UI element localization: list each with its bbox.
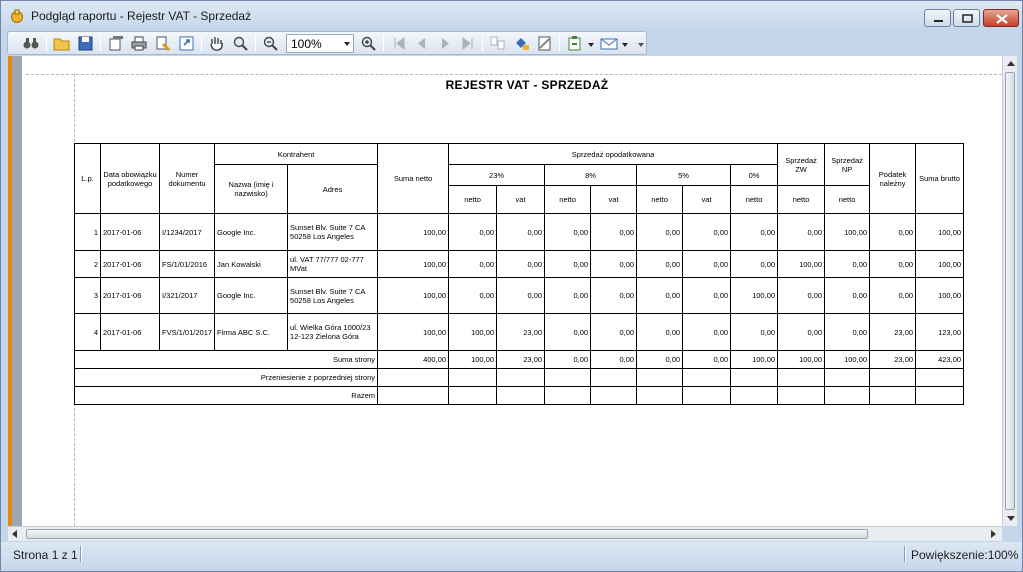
cell-value: 100,00 (449, 314, 497, 351)
cell-lp: 3 (75, 278, 101, 314)
scroll-thumb[interactable] (26, 529, 868, 539)
watermark-button[interactable] (536, 35, 554, 52)
col-netto: netto (731, 186, 778, 214)
send-email-button[interactable] (600, 35, 618, 52)
cell-value: 0,00 (545, 214, 591, 251)
cell-lp: 1 (75, 214, 101, 251)
cell-value: 100,00 (825, 214, 870, 251)
table-row (75, 251, 964, 278)
zoom-in-button[interactable] (360, 35, 378, 52)
magnifier-button[interactable] (232, 35, 250, 52)
col-doc-no: Numer dokumentu (160, 144, 215, 214)
cell-value: 0,00 (545, 314, 591, 351)
cell-value: 0,00 (497, 251, 545, 278)
toolbar-separator (100, 35, 101, 52)
page-setup-icon (107, 35, 125, 52)
print-icon (130, 35, 148, 52)
scroll-right-icon[interactable] (991, 530, 996, 538)
cell-value: 0,00 (449, 251, 497, 278)
cell-sum-net: 100,00 (378, 278, 449, 314)
watermark-icon (536, 35, 554, 52)
page-indicator: Strona 1 z 1 (13, 548, 78, 562)
cell-value: 100,00 (916, 214, 964, 251)
cell-address: Sunset Blv. Suite 7 CA 50258 Los Angeles (288, 214, 378, 251)
cell-value: 0,00 (637, 351, 683, 369)
cell-value: 0,00 (449, 214, 497, 251)
toolbar (7, 31, 647, 55)
cell-value: 400,00 (378, 351, 449, 369)
col-sales-zw: Sprzedaż ZW (778, 144, 825, 186)
cell-doc: I/1234/2017 (160, 214, 215, 251)
cell-lp: 2 (75, 251, 101, 278)
toolbar-separator (482, 35, 483, 52)
minimize-button[interactable] (924, 9, 951, 27)
cell-value: 0,00 (591, 278, 637, 314)
status-separator (80, 546, 82, 562)
horizontal-scrollbar[interactable] (8, 526, 1002, 541)
next-page-button[interactable] (436, 35, 454, 52)
toolbar-separator (383, 35, 384, 52)
close-icon (984, 10, 1020, 28)
open-button[interactable] (53, 35, 71, 52)
toolbar-overflow-icon[interactable] (638, 43, 644, 47)
table-row (75, 314, 964, 351)
scroll-down-icon[interactable] (1007, 516, 1015, 521)
carryover-label: Przeniesienie z poprzedniej strony (75, 369, 378, 387)
cell-value: 100,00 (731, 278, 778, 314)
multiple-pages-icon (489, 35, 507, 52)
margin-guide (26, 74, 1002, 75)
cell-value: 423,00 (916, 351, 964, 369)
send-email-icon (600, 35, 618, 52)
open-icon (53, 35, 71, 52)
scroll-thumb[interactable] (1005, 72, 1015, 510)
cell-value: 23,00 (497, 351, 545, 369)
page-sum-label: Suma strony (75, 351, 378, 369)
col-netto: netto (825, 186, 870, 214)
col-date: Data obowiązku podatkowego (101, 144, 160, 214)
cell-doc: FVS/1/01/2017 (160, 314, 215, 351)
next-page-icon (436, 35, 454, 52)
cell-value: 0,00 (778, 278, 825, 314)
cell-address: Sunset Blv. Suite 7 CA 50258 Los Angeles (288, 278, 378, 314)
chevron-down-icon[interactable] (588, 43, 594, 47)
zoom-in-icon (360, 35, 378, 52)
first-page-icon (390, 35, 408, 52)
total-label: Razem (75, 387, 378, 405)
cell-date: 2017-01-06 (101, 278, 160, 314)
col-vat: vat (591, 186, 637, 214)
col-taxed-sales: Sprzedaż opodatkowana (449, 144, 778, 165)
toolbar-separator (559, 35, 560, 52)
col-contractor: Kontrahent (215, 144, 378, 165)
cell-value: 0,00 (637, 314, 683, 351)
cell-value: 0,00 (637, 251, 683, 278)
last-page-button[interactable] (459, 35, 477, 52)
cell-value: 100,00 (778, 351, 825, 369)
cell-lp: 4 (75, 314, 101, 351)
cell-value: 0,00 (683, 214, 731, 251)
carryover-row (75, 369, 964, 387)
cell-value: 0,00 (683, 351, 731, 369)
cell-value: 0,00 (825, 314, 870, 351)
previous-page-button[interactable] (413, 35, 431, 52)
save-icon (77, 35, 95, 52)
fill-background-icon (513, 35, 531, 52)
cell-value: 0,00 (545, 351, 591, 369)
cell-value: 0,00 (637, 214, 683, 251)
table-row (75, 278, 964, 314)
cell-doc: FS/1/01/2016 (160, 251, 215, 278)
cell-doc: I/321/2017 (160, 278, 215, 314)
cell-value: 100,00 (916, 251, 964, 278)
window-title: Podgląd raportu - Rejestr VAT - Sprzedaż (31, 9, 252, 23)
col-tax-due: Podatek należny (870, 144, 916, 214)
cell-value: 0,00 (731, 251, 778, 278)
app-icon (10, 9, 24, 23)
col-sales-np: Sprzedaż NP (825, 144, 870, 186)
col-vat: vat (683, 186, 731, 214)
col-netto: netto (545, 186, 591, 214)
cell-name: Jan Kowalski (215, 251, 288, 278)
magnifier-icon (232, 35, 250, 52)
chevron-down-icon[interactable] (622, 43, 628, 47)
zoom-select[interactable] (286, 34, 354, 53)
col-contractor-address: Adres (288, 165, 378, 214)
cell-value: 0,00 (497, 214, 545, 251)
cell-value: 0,00 (637, 278, 683, 314)
cell-name: Google Inc. (215, 214, 288, 251)
cell-address: ul. VAT 77/777 02-777 MVat (288, 251, 378, 278)
cell-value: 0,00 (825, 251, 870, 278)
page-edge (8, 56, 12, 526)
cell-sum-net: 100,00 (378, 214, 449, 251)
col-rate-0: 0% (731, 165, 778, 186)
page-setup-button[interactable] (107, 35, 125, 52)
export-button[interactable] (178, 35, 196, 52)
col-rate-5: 5% (637, 165, 731, 186)
cell-value: 0,00 (683, 314, 731, 351)
cell-value: 23,00 (870, 314, 916, 351)
cell-value: 0,00 (497, 278, 545, 314)
col-rate-23: 23% (449, 165, 545, 186)
cell-name: Firma ABC S.C. (215, 314, 288, 351)
first-page-button[interactable] (390, 35, 408, 52)
save-button[interactable] (77, 35, 95, 52)
col-netto: netto (637, 186, 683, 214)
find-button[interactable] (22, 35, 40, 52)
document-viewport[interactable] (8, 56, 1002, 526)
export-icon (178, 35, 196, 52)
total-row (75, 387, 964, 405)
toolbar-separator (255, 35, 256, 52)
cell-address: ul. Wielka Góra 1000/23 12-123 Zielona Góra (288, 314, 378, 351)
table-row (75, 214, 964, 251)
toolbar-separator (46, 35, 47, 52)
cell-value: 23,00 (870, 351, 916, 369)
cell-value: 0,00 (683, 251, 731, 278)
export-document-button[interactable] (566, 35, 584, 52)
cell-value: 123,00 (916, 314, 964, 351)
cell-value: 100,00 (731, 351, 778, 369)
col-vat: vat (497, 186, 545, 214)
cell-date: 2017-01-06 (101, 251, 160, 278)
chevron-down-icon (344, 42, 350, 46)
cell-value: 0,00 (591, 214, 637, 251)
cell-value: 0,00 (449, 278, 497, 314)
cell-value: 0,00 (778, 314, 825, 351)
status-separator (904, 546, 906, 562)
cell-value: 0,00 (870, 251, 916, 278)
multiple-pages-button[interactable] (489, 35, 507, 52)
col-netto: netto (449, 186, 497, 214)
col-lp: L.p. (75, 144, 101, 214)
scroll-up-icon[interactable] (1007, 61, 1015, 66)
zoom-out-icon (262, 35, 280, 52)
zoom-value: 100% (291, 37, 322, 51)
col-contractor-name: Nazwa (imię i nazwisko) (215, 165, 288, 214)
close-button[interactable] (983, 9, 1019, 27)
toolbar-separator (201, 35, 202, 52)
print-button[interactable] (130, 35, 148, 52)
cell-sum-net: 100,00 (378, 251, 449, 278)
find-icon (22, 35, 40, 52)
previous-page-icon (413, 35, 431, 52)
cell-value: 0,00 (545, 251, 591, 278)
export-document-icon (566, 35, 584, 52)
maximize-button[interactable] (953, 9, 980, 27)
cell-name: Google Inc. (215, 278, 288, 314)
vertical-scrollbar[interactable] (1002, 56, 1017, 526)
zoom-out-button[interactable] (262, 35, 280, 52)
status-bar (1, 542, 1022, 571)
hand-tool-button[interactable] (208, 35, 226, 52)
cell-value: 100,00 (449, 351, 497, 369)
col-sum-net: Suma netto (378, 144, 449, 214)
cell-value: 0,00 (825, 278, 870, 314)
header-row (75, 144, 964, 165)
title-bar[interactable] (1, 1, 1022, 31)
cell-value: 23,00 (497, 314, 545, 351)
scroll-left-icon[interactable] (12, 530, 17, 538)
cell-value: 0,00 (778, 214, 825, 251)
cell-value: 100,00 (825, 351, 870, 369)
cell-sum-net: 100,00 (378, 314, 449, 351)
cell-value: 100,00 (778, 251, 825, 278)
last-page-icon (459, 35, 477, 52)
cell-date: 2017-01-06 (101, 214, 160, 251)
cell-value: 0,00 (731, 314, 778, 351)
zoom-indicator: Powiększenie:100% (911, 548, 1019, 562)
col-rate-8: 8% (545, 165, 637, 186)
col-netto: netto (778, 186, 825, 214)
cell-value: 0,00 (870, 214, 916, 251)
cell-value: 0,00 (591, 251, 637, 278)
cell-value: 100,00 (916, 278, 964, 314)
report-title: REJESTR VAT - SPRZEDAŻ (445, 78, 609, 92)
cell-value: 0,00 (731, 214, 778, 251)
cell-value: 0,00 (591, 314, 637, 351)
page-sum-row (75, 351, 964, 369)
col-sum-gross: Suma brutto (916, 144, 964, 214)
hand-tool-icon (208, 35, 226, 52)
cell-value: 0,00 (545, 278, 591, 314)
report-page (22, 56, 1002, 526)
quick-print-icon (154, 35, 172, 52)
cell-value: 0,00 (591, 351, 637, 369)
maximize-icon (954, 10, 981, 28)
vat-register-table (74, 143, 964, 405)
cell-value: 0,00 (683, 278, 731, 314)
cell-value: 0,00 (870, 278, 916, 314)
cell-date: 2017-01-06 (101, 314, 160, 351)
fill-background-button[interactable] (513, 35, 531, 52)
quick-print-button[interactable] (154, 35, 172, 52)
minimize-icon (925, 10, 952, 28)
